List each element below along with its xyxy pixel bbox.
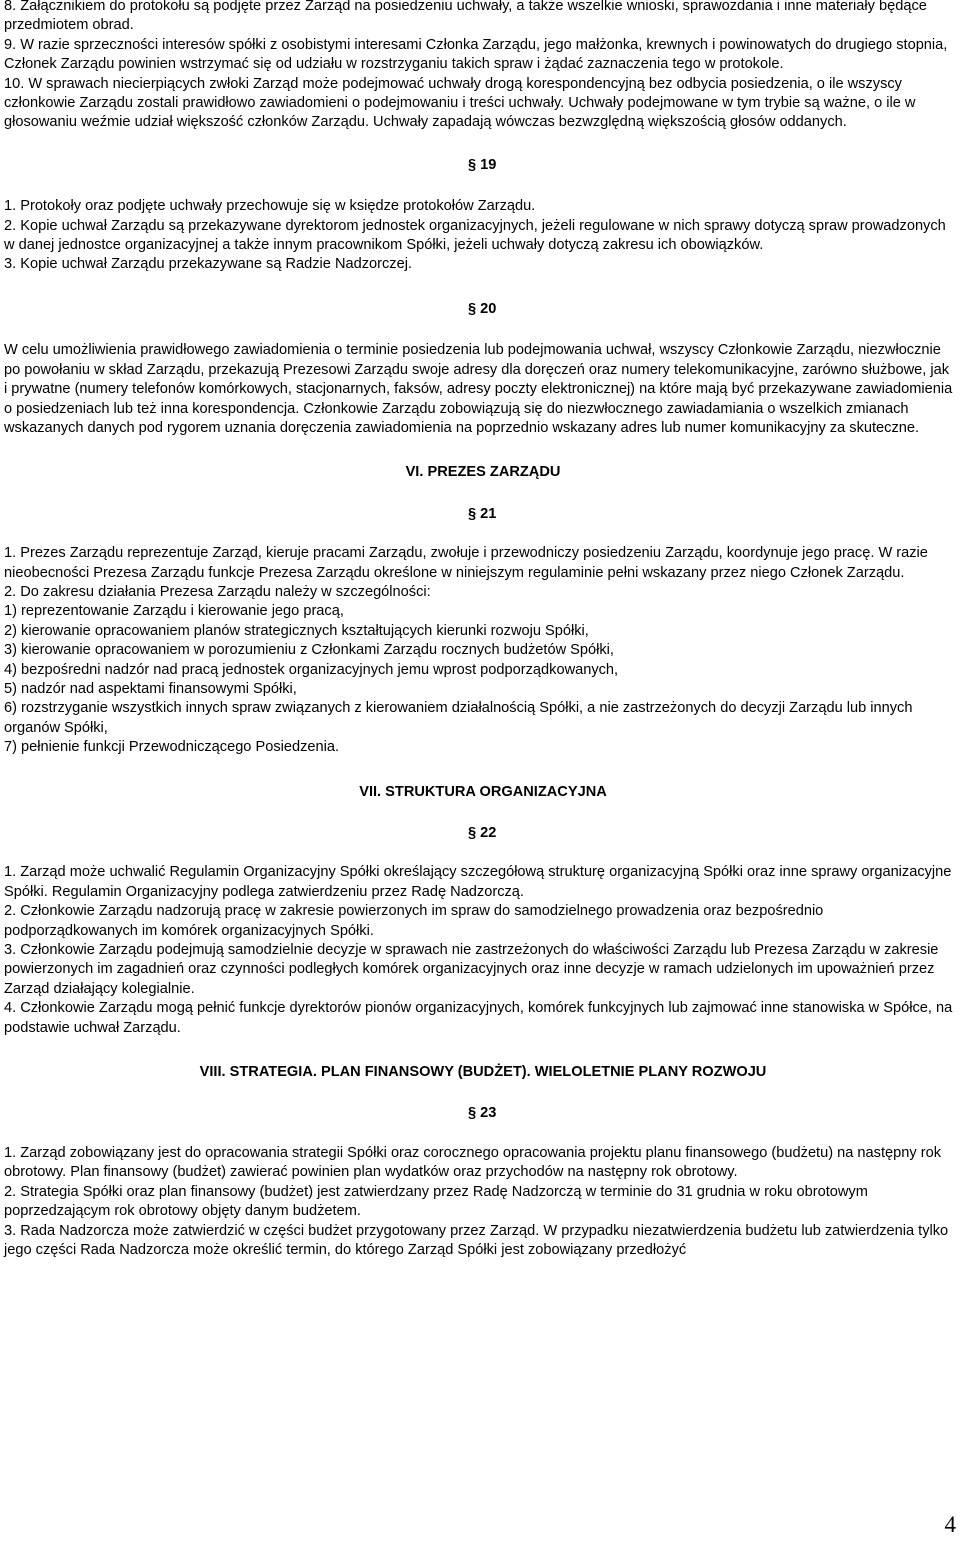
list-item: 3) kierowanie opracowaniem w porozumieniu z Członkami Zarządu rocznych budżetów Spółki, bbox=[4, 642, 614, 659]
chapter-title-7: VII. STRUKTURA ORGANIZACYJNA bbox=[359, 783, 607, 800]
list-item: 2. Członkowie Zarządu nadzorują pracę w zakresie powierzonych im spraw do samodzielnego prowadzenia oraz bezpośrednio podporządkowanych im komórek organizacyjnych Spółki. bbox=[4, 903, 824, 939]
section-22-body bbox=[4, 863, 956, 1038]
list-item: 1) reprezentowanie Zarządu i kierowanie jego pracą, bbox=[4, 603, 344, 620]
section-21-body bbox=[4, 544, 956, 757]
section-heading-21: § 21 bbox=[468, 505, 497, 522]
list-item: 6) rozstrzyganie wszystkich innych spraw związanych z kierowaniem działalnością Spółki, a nie zastrzeżonych do decyzji Zarządu lub innych organów Spółki, bbox=[4, 700, 913, 736]
list-item: 4) bezpośredni nadzór nad pracą jednostek organizacyjnych jemu wprost podporządkowanych, bbox=[4, 661, 619, 678]
section-23-body bbox=[4, 1144, 956, 1260]
paragraph: 8. Załącznikiem do protokołu są podjęte przez Zarząd na posiedzeniu uchwały, a także wszelkie wnioski, sprawozdania i inne materiały będące przedmiotem obrad. bbox=[4, 0, 927, 34]
page-number: 4 bbox=[944, 1512, 956, 1537]
top-block bbox=[4, 0, 956, 133]
list-item: 1. Zarząd może uchwalić Regulamin Organizacyjny Spółki określający szczegółową strukturę organizacyjną Spółki oraz inne sprawy organizacyjne Spółki. Regulamin Organizacyjny podlega zatwierdzeniu przez Radę Nadzorczą. bbox=[4, 864, 952, 900]
paragraph: 9. W razie sprzeczności interesów spółki z osobistymi interesami Członka Zarządu, jego małżonka, krewnych i powinowatych do drugiego stopnia, Członek Zarządu powinien wstrzymać się od udziału w rozstrzyganiu takich spraw i żądać zaznaczenia tego w protokole. bbox=[4, 36, 948, 73]
section-heading-20: § 20 bbox=[468, 300, 497, 317]
list-item: 2. Strategia Spółki oraz plan finansowy (budżet) jest zatwierdzany przez Radę Nadzorczą w terminie do 31 grudnia w roku obrotowym poprzedzającym rok obrotowy objęty danym budżetem. bbox=[4, 1183, 868, 1220]
list-item: 4. Członkowie Zarządu mogą pełnić funkcje dyrektorów pionów organizacyjnych, komórek funkcyjnych lub zajmować inne stanowiska w Spółce, na podstawie uchwał Zarządu. bbox=[4, 1000, 953, 1036]
document-page bbox=[4, 0, 956, 1260]
paragraph: 10. W sprawach niecierpiących zwłoki Zarząd może podejmować uchwały drogą korespondencyjną bez odbycia posiedzenia, o ile wszyscy członkowie Zarządu zostali prawidłowo zawiadomieni o podejmowaniu i treści uchwały. Uchwały podejmowane w tym trybie są ważne, o ile w głosowaniu weźmie udział większość członków Zarządu. Uchwały zapadają wówczas bezwzględną większością głosów oddanych. bbox=[4, 75, 916, 131]
list-item: 2) kierowanie opracowaniem planów strategicznych kształtujących kierunki rozwoju Spółki, bbox=[4, 622, 589, 639]
section-heading-19: § 19 bbox=[468, 156, 497, 173]
section-heading-23: § 23 bbox=[468, 1105, 497, 1122]
list-item: 3. Kopie uchwał Zarządu przekazywane są Radzie Nadzorczej. bbox=[4, 256, 413, 273]
list-item: 1. Zarząd zobowiązany jest do opracowania strategii Spółki oraz corocznego opracowania projektu planu finansowego (budżetu) na następny rok obrotowy. Plan finansowy (budżet) zawierać powinien plan wydatków oraz przychodów na następny rok obrotowy. bbox=[4, 1144, 941, 1181]
chapter-title-8: VIII. STRATEGIA. PLAN FINANSOWY (BUDŻET). WIELOLETNIE PLANY ROZWOJU bbox=[199, 1064, 767, 1081]
list-item: 3. Członkowie Zarządu podejmują samodzielnie decyzje w sprawach nie zastrzeżonych do właściwości Zarządu lub Prezesa Zarządu w zakresie powierzonych im zagadnień oraz czynności podległych komórek organizacyjnych oraz inne decyzje w ramach udzielonych im upoważnień przez Zarząd działający kolegialnie. bbox=[4, 942, 939, 997]
list-item: 3. Rada Nadzorcza może zatwierdzić w części budżet przygotowany przez Zarząd. W przypadku niezatwierdzenia budżetu lub zatwierdzenia tylko jego części Rada Nadzorcza może określić termin, do którego Zarząd Spółki jest zobowiązany przedłożyć bbox=[4, 1222, 949, 1258]
list-item: 1. Protokoły oraz podjęte uchwały przechowuje się w księdze protokołów Zarządu. bbox=[4, 198, 536, 215]
list-item: 2. Kopie uchwał Zarządu są przekazywane dyrektorom jednostek organizacyjnych, jeżeli regulowane w nich sprawy dotyczą spraw prowadzonych w danej jednostce organizacyjnej a także innym pracownikom Spółki, jeżeli uchwały dotyczą zakresu ich obowiązków. bbox=[4, 217, 946, 254]
section-20-text: W celu umożliwienia prawidłowego zawiadomienia o terminie posiedzenia lub podejmowania uchwał, wszyscy Członkowie Zarządu, niezwłocznie po powołaniu w skład Zarządu, przekazują Prezesowi Zarządu swoje adresy dla doręczeń oraz numery telekomunikacyjne, zarówno służbowe, jak i prywatne (numery telefonów komórkowych, stacjonarnych, faksów, adresy poczty elektronicznej) na które mają być przekazywane zawiadomienia o posiedzeniach lub też inna korespondencja. Członkowie Zarządu zobowiązują się do niezwłocznego zawiadamiania o wszelkich zmianach wskazanych danych pod rygorem uznania doręczenia zawiadomienia na poprzednio wskazany adres lub numer komunikacyjny za skuteczne. bbox=[4, 342, 953, 436]
list-item: 5) nadzór nad aspektami finansowymi Spółki, bbox=[4, 680, 297, 697]
list-item: 2. Do zakresu działania Prezesa Zarządu należy w szczególności: bbox=[4, 583, 431, 600]
section-heading-22: § 22 bbox=[468, 825, 497, 841]
chapter-title-6: VI. PREZES ZARZĄDU bbox=[405, 464, 561, 481]
list-item: 1. Prezes Zarządu reprezentuje Zarząd, kieruje pracami Zarządu, zwołuje i przewodniczy posiedzeniu Zarządu, koordynuje jego pracę. W razie nieobecności Prezesa Zarządu funkcje Prezesa Zarządu określone w niniejszym regulaminie pełni wskazany przez niego Członek Zarządu. bbox=[4, 545, 928, 581]
section-19-body bbox=[4, 197, 956, 275]
list-item: 7) pełnienie funkcji Przewodniczącego Posiedzenia. bbox=[4, 739, 340, 756]
